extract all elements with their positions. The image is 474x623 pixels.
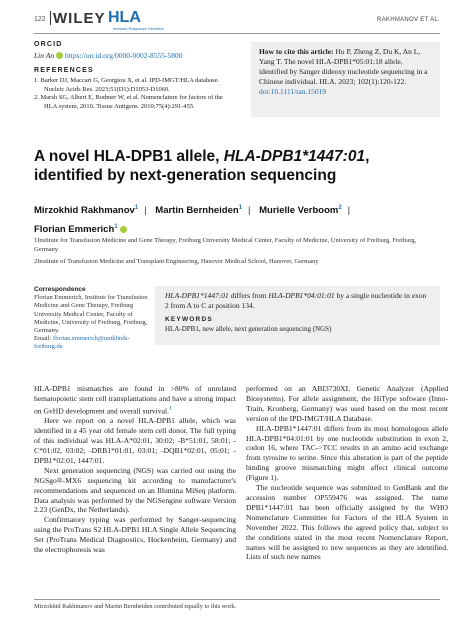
reference-item: 1. Barker DJ, Maccari G, Georgiou X, et al. IPD-IMGT/HLA database. Nucleic Acids Res. 2023;51(D1):D1053-D1060. [34,77,220,93]
paragraph: performed on an ABI3730XL Genetic Analyzer (Applied Biosystems). For allele assignment, the HiType software (Inno-Train, Kronberg, Germany) was used based on the most recent version of the IPD-IMGT/HLA Database. [246,384,448,423]
hla-journal-logo: HLA [108,9,141,26]
orcid-icon [56,52,63,59]
correspondence-text: Florian Emmerich, Institute for Transfusion Medicine and Gene Therapy, Freiburg University Medical Center, Faculty of Medicine, University of Freiburg, Freiburg, Germany. [34,294,148,335]
paragraph: The nucleotide sequence was submitted to GenBank and the accession number OP559476 was assigned. The name DPB1*1447:01 has been officially assigned by the WHO Nomenclature Committee for Factors of the HLA System in November 2022. This follows the agreed policy that, subject to the conditions stated in the most recent Nomenclature Report, names will be assigned to new sequences as they are identified. Lists of such new names [246,483,448,562]
keywords-heading: KEYWORDS [165,316,213,323]
paragraph: HLA-DPB1*1447:01 differs from its most homologous allele HLA-DPB1*04:01:01 by one nucleotide substitution in exon 2, codon 16, where TAC->TCC results in an amino acid exchange from tyrosine to serine. Since this alteration is part of the peptide binding groove mismatching might affect clinical outcome (Figure 1). [246,423,448,483]
paragraph: Here we report on a novel HLA-DPB1 allele, which was identified in a 45 year old female stem cell donor. The full typing of this individual was HLA-A*02:01, 30:02; -B*51:01, 58:01; -C*01:02, 03:02; -DRB1*01:01, 03:01; -DQB1*02:01, 05:01; -DPB1*02:01, 1447:01. [34,416,236,465]
email-link[interactable]: florian.emmerich@uniklinik-freiburg.de [34,335,130,351]
running-head: RAKHMANOV ET AL. [376,17,440,23]
orcid-heading: ORCID [34,41,63,48]
author-name: Florian Emmerich [34,224,115,236]
paragraph: Confirmatory typing was performed by Sanger-sequencing using the ProTrans S2 HLA-DPB1 HLA Single Allele Sequencing Set (ProTrans Medical Diagnostics, Hockenheim, Germany) and the electrophoresis was [34,515,236,555]
reference-list [34,77,234,111]
author-name: Mirzokhid Rakhmanov [34,205,135,217]
references-heading: REFERENCES [34,67,94,74]
author-name: Murielle Verboom [259,205,339,217]
reference-item: 2. Marsh SG, Albert E, Bodmer W, et al. Nomenclature for factors of the HLA system, 2010. Tissue Antigens. 2010;75(4):291-455. [34,94,223,110]
correspondence: Correspondence Florian Emmerich, Institute for Transfusion Medicine and Gene Therapy, Freiburg University Medical Center, Faculty of Medicine, University of Freiburg, Freiburg, Germany. Email: florian.emmerich@uniklinik-freiburg.de [34,286,152,352]
author-name: Martin Bernheiden [155,205,239,217]
body-column-left [34,384,236,555]
wiley-logo: WILEY [50,10,106,27]
affiliation: 1Institute for Transfusion Medicine and Gene Therapy, Freiburg University Medical Center, Faculty of Medicine, University of Freiburg, Freiburg, Germany [34,237,417,253]
orcid-icon[interactable] [120,226,127,233]
footnote-divider [34,599,440,600]
orcid-entry [34,51,234,60]
cite-text: Hu P, Zheng Z, Du K, An L, Yang T. The novel HLA-DPB1*05:01:18 allele, identified by Sanger dideoxy nucleotide sequencing in a Chinese individual. HLA. 2023; 102(1):120-122. [259,47,428,86]
author-list: Mirzokhid Rakhmanov$^1$ | Martin Bernheiden$^1$ | Murielle Verboom$^2$ | Florian Emmerich$^1$ [34,205,351,236]
correspondence-heading: Correspondence [34,286,86,293]
page-number: 122 [34,16,46,23]
orcid-author: Lin An [34,51,55,60]
orcid-link[interactable]: https://orcid.org/0000-0002-8555-5800 [64,51,183,60]
journal-subtitle: Immune Response Genetics [113,26,164,31]
cite-label: How to cite this article: [259,47,334,56]
back-matter [34,41,234,111]
how-to-cite-box [251,42,440,117]
page-header [0,0,474,34]
paragraph: HLA-DPB1 mismatches are found in >80% of unrelated hematopoietic stem cell transplantations and have a strong impact on GvHD development and overall survival.$^1$ [34,384,236,416]
doi-link[interactable]: doi:10.1111/tan.15019 [259,87,327,96]
header-divider [34,33,440,34]
paragraph: Next generation sequencing (NGS) was carried out using the NGSgo®-MX6 sequencing kit according to manufacturer's recommendations and sequenced on an Illumina MiSeq platform. Data analysis was performed by the NGSengine software Version 2.23 (GenDx, the Netherlands). [34,465,236,515]
body-column-right [246,384,448,562]
keywords: HLA-DPB1, new allele, next generation sequencing (NGS) [165,325,332,333]
affiliation: 2Institute of Transfusion Medicine and Transplant Engineering, Hanover Medical School, Hanover, Germany [34,258,319,265]
footnote: Mirzokhid Rakhmanov and Martin Bernheiden contributed equally to this work. [34,603,237,610]
article-title: A novel HLA-DPB1 allele, HLA-DPB1*1447:01, identified by next-generation sequencing [34,148,370,184]
abstract-box [155,286,440,345]
abstract-text: HLA-DPB1*1447:01 differs from HLA-DPB1*04:01:01 by a single nucleotide in exon 2 from A to C at position 134. [165,291,427,310]
